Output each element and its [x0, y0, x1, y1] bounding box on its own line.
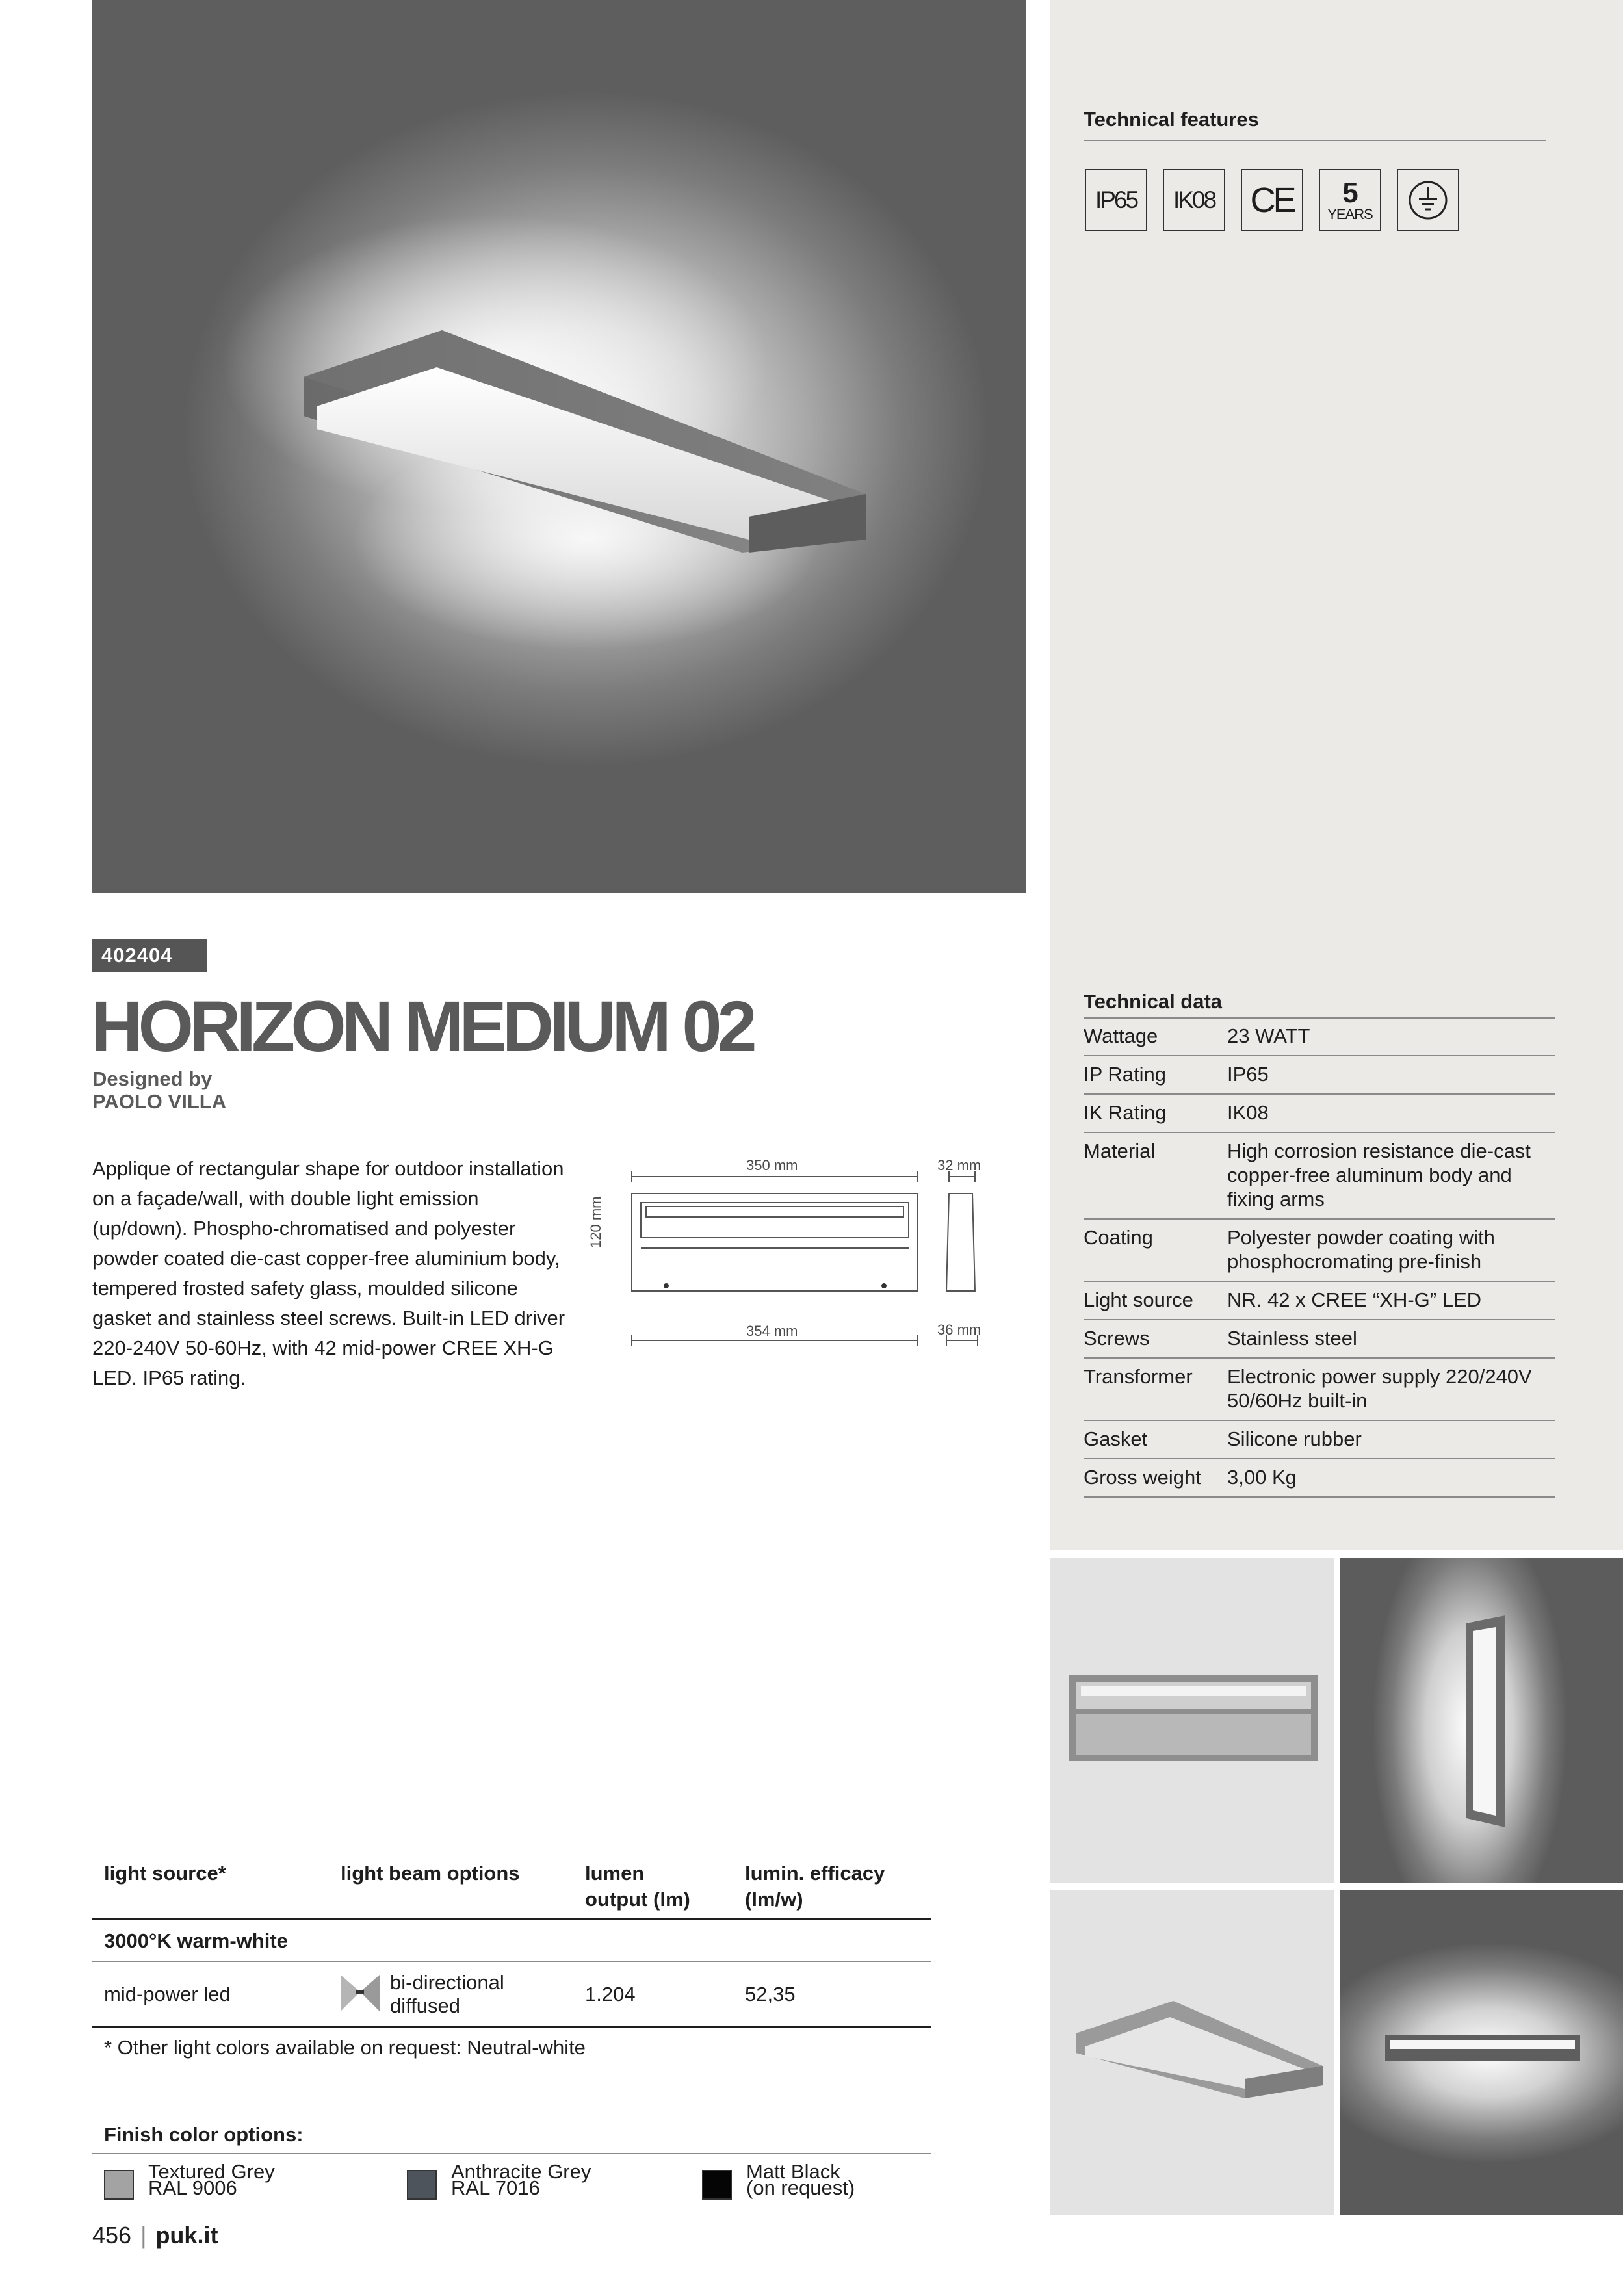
finish-name: Matt Black: [746, 2160, 840, 2183]
row-label: Gasket: [1084, 1420, 1227, 1459]
header-lumen: [585, 1860, 690, 1912]
swatch-matt-black: [702, 2170, 732, 2200]
row-label: Wattage: [1084, 1018, 1227, 1056]
features-divider: [1084, 140, 1546, 141]
thumbnail-lit-illustration: [1340, 1890, 1623, 2215]
dim-width-top: 350 mm: [746, 1157, 798, 1173]
spec-beam-line1: bi-directional: [390, 1971, 504, 1994]
thumbnail-lit-view: [1340, 1890, 1623, 2215]
spec-light-source: mid-power led: [104, 1983, 231, 2005]
page-footer: [92, 2222, 218, 2249]
technical-features-title: Technical features: [1084, 108, 1259, 131]
row-value: 23 WATT: [1227, 1018, 1555, 1056]
row-value: Polyester powder coating with phosphocromating pre-finish: [1227, 1219, 1555, 1281]
finish-option-label: [451, 2160, 591, 2199]
row-value: Stainless steel: [1227, 1320, 1555, 1358]
row-value: Silicone rubber: [1227, 1420, 1555, 1459]
ip65-badge: [1085, 169, 1147, 231]
ground-symbol-icon: [1407, 179, 1449, 221]
hero-lamp-illustration: [92, 0, 1026, 893]
finish-title: Finish color options:: [104, 2123, 304, 2146]
spec-group-rule: [92, 1961, 931, 1962]
footer-separator: |: [140, 2222, 147, 2249]
finish-name: Anthracite Grey: [451, 2160, 591, 2183]
header-efficacy: [745, 1860, 885, 1912]
dim-height: 120 mm: [588, 1196, 604, 1248]
technical-data-title: Technical data: [1084, 990, 1223, 1013]
row-value: High corrosion resistance die-cast copper-free aluminum body and fixing arms: [1227, 1132, 1555, 1219]
row-label: Gross weight: [1084, 1459, 1227, 1497]
spec-footnote: * Other light colors available on request: Neutral-white: [104, 2036, 586, 2059]
ip65-text: IP65: [1095, 187, 1137, 213]
ce-mark-icon: CE: [1250, 181, 1294, 220]
table-row: [1084, 1018, 1555, 1056]
row-value: IP65: [1227, 1056, 1555, 1094]
product-description: Applique of rectangular shape for outdoor installation on a façade/wall, with double light emission (up/down). Phospho-chromatised and polyester powder coated die-cast copper-free aluminium body, tempered frosted safety glass, moulded silicone gasket and stainless steel screws. Built-in LED driver 220-240V 50-60Hz, with 42 mid-power CREE XH-G LED. IP65 rating.: [92, 1157, 565, 1389]
warranty-years-badge: [1319, 169, 1381, 231]
thumbnail-angle-view: [1050, 1890, 1334, 2215]
page-number: 456: [92, 2222, 132, 2249]
dim-depth-top: 32 mm: [937, 1157, 981, 1173]
bi-directional-beam-icon: [341, 1974, 380, 2013]
designer-credit: [92, 1067, 226, 1113]
thumbnail-angle-illustration: [1050, 1890, 1334, 2215]
table-row: [1084, 1320, 1555, 1358]
ce-mark-badge: [1241, 169, 1303, 231]
product-code: 402404: [101, 944, 173, 967]
header-lumen-line2: output (lm): [585, 1888, 690, 1911]
table-row: [1084, 1094, 1555, 1132]
table-row: [1084, 1281, 1555, 1320]
finish-code: (on request): [746, 2176, 855, 2199]
header-lumen-line1: lumen: [585, 1862, 645, 1885]
row-label: IK Rating: [1084, 1094, 1227, 1132]
spec-efficacy-value: 52,35: [745, 1983, 796, 2005]
row-label: Material: [1084, 1132, 1227, 1219]
ik08-badge: [1163, 169, 1225, 231]
ik08-text: IK08: [1173, 187, 1215, 213]
thumbnail-vertical-illustration: [1340, 1558, 1623, 1883]
finish-code: RAL 7016: [451, 2176, 540, 2199]
table-row: [1084, 1420, 1555, 1459]
spec-beam-line2: diffused: [390, 1994, 461, 2017]
spec-bottom-rule: [92, 2026, 931, 2028]
header-beam: light beam options: [341, 1862, 520, 1885]
product-code-badge: [92, 939, 207, 972]
row-label: Transformer: [1084, 1358, 1227, 1420]
dim-width-bottom: 354 mm: [746, 1323, 798, 1339]
row-label: IP Rating: [1084, 1056, 1227, 1094]
header-efficacy-line2: (lm/w): [745, 1888, 803, 1911]
row-value: NR. 42 x CREE “XH-G” LED: [1227, 1281, 1555, 1320]
row-value: 3,00 Kg: [1227, 1459, 1555, 1497]
finish-rule: [92, 2153, 931, 2154]
designed-by-label: Designed by: [92, 1067, 213, 1090]
ground-symbol-badge: [1397, 169, 1459, 231]
row-value: IK08: [1227, 1094, 1555, 1132]
thumbnail-front-illustration: [1050, 1558, 1334, 1883]
hero-product-photo: [92, 0, 1026, 893]
row-label: Light source: [1084, 1281, 1227, 1320]
thumbnail-vertical-view: [1340, 1558, 1623, 1883]
row-label: Screws: [1084, 1320, 1227, 1358]
table-row: [1084, 1459, 1555, 1497]
row-label: Coating: [1084, 1219, 1227, 1281]
site-link[interactable]: puk.it: [155, 2222, 218, 2249]
table-row: [1084, 1219, 1555, 1281]
finish-name: Textured Grey: [148, 2160, 275, 2183]
row-value: Electronic power supply 220/240V 50/60Hz built-in: [1227, 1358, 1555, 1420]
table-row: [1084, 1358, 1555, 1420]
finish-option-label: [148, 2160, 275, 2199]
header-light-source: light source*: [104, 1862, 226, 1885]
warranty-years-label: YEARS: [1327, 206, 1373, 222]
designer-name: PAOLO VILLA: [92, 1090, 227, 1113]
thumbnail-front-view: [1050, 1558, 1334, 1883]
finish-option-label: [746, 2160, 855, 2199]
warranty-years-number: 5: [1342, 177, 1358, 209]
table-row: [1084, 1132, 1555, 1219]
product-title: HORIZON MEDIUM 02: [91, 987, 753, 1067]
swatch-anthracite-grey: [407, 2170, 437, 2200]
swatch-textured-grey: [104, 2170, 134, 2200]
table-row: [1084, 1056, 1555, 1094]
dim-depth-bottom: 36 mm: [937, 1322, 981, 1338]
header-efficacy-line1: lumin. efficacy: [745, 1862, 885, 1885]
spec-lumen-value: 1.204: [585, 1983, 636, 2005]
finish-code: RAL 9006: [148, 2176, 237, 2199]
technical-data-table: [1084, 1018, 1555, 1498]
spec-group-label: 3000°K warm-white: [104, 1929, 288, 1952]
spec-beam: [390, 1971, 504, 2018]
spec-header-rule: [92, 1918, 931, 1920]
